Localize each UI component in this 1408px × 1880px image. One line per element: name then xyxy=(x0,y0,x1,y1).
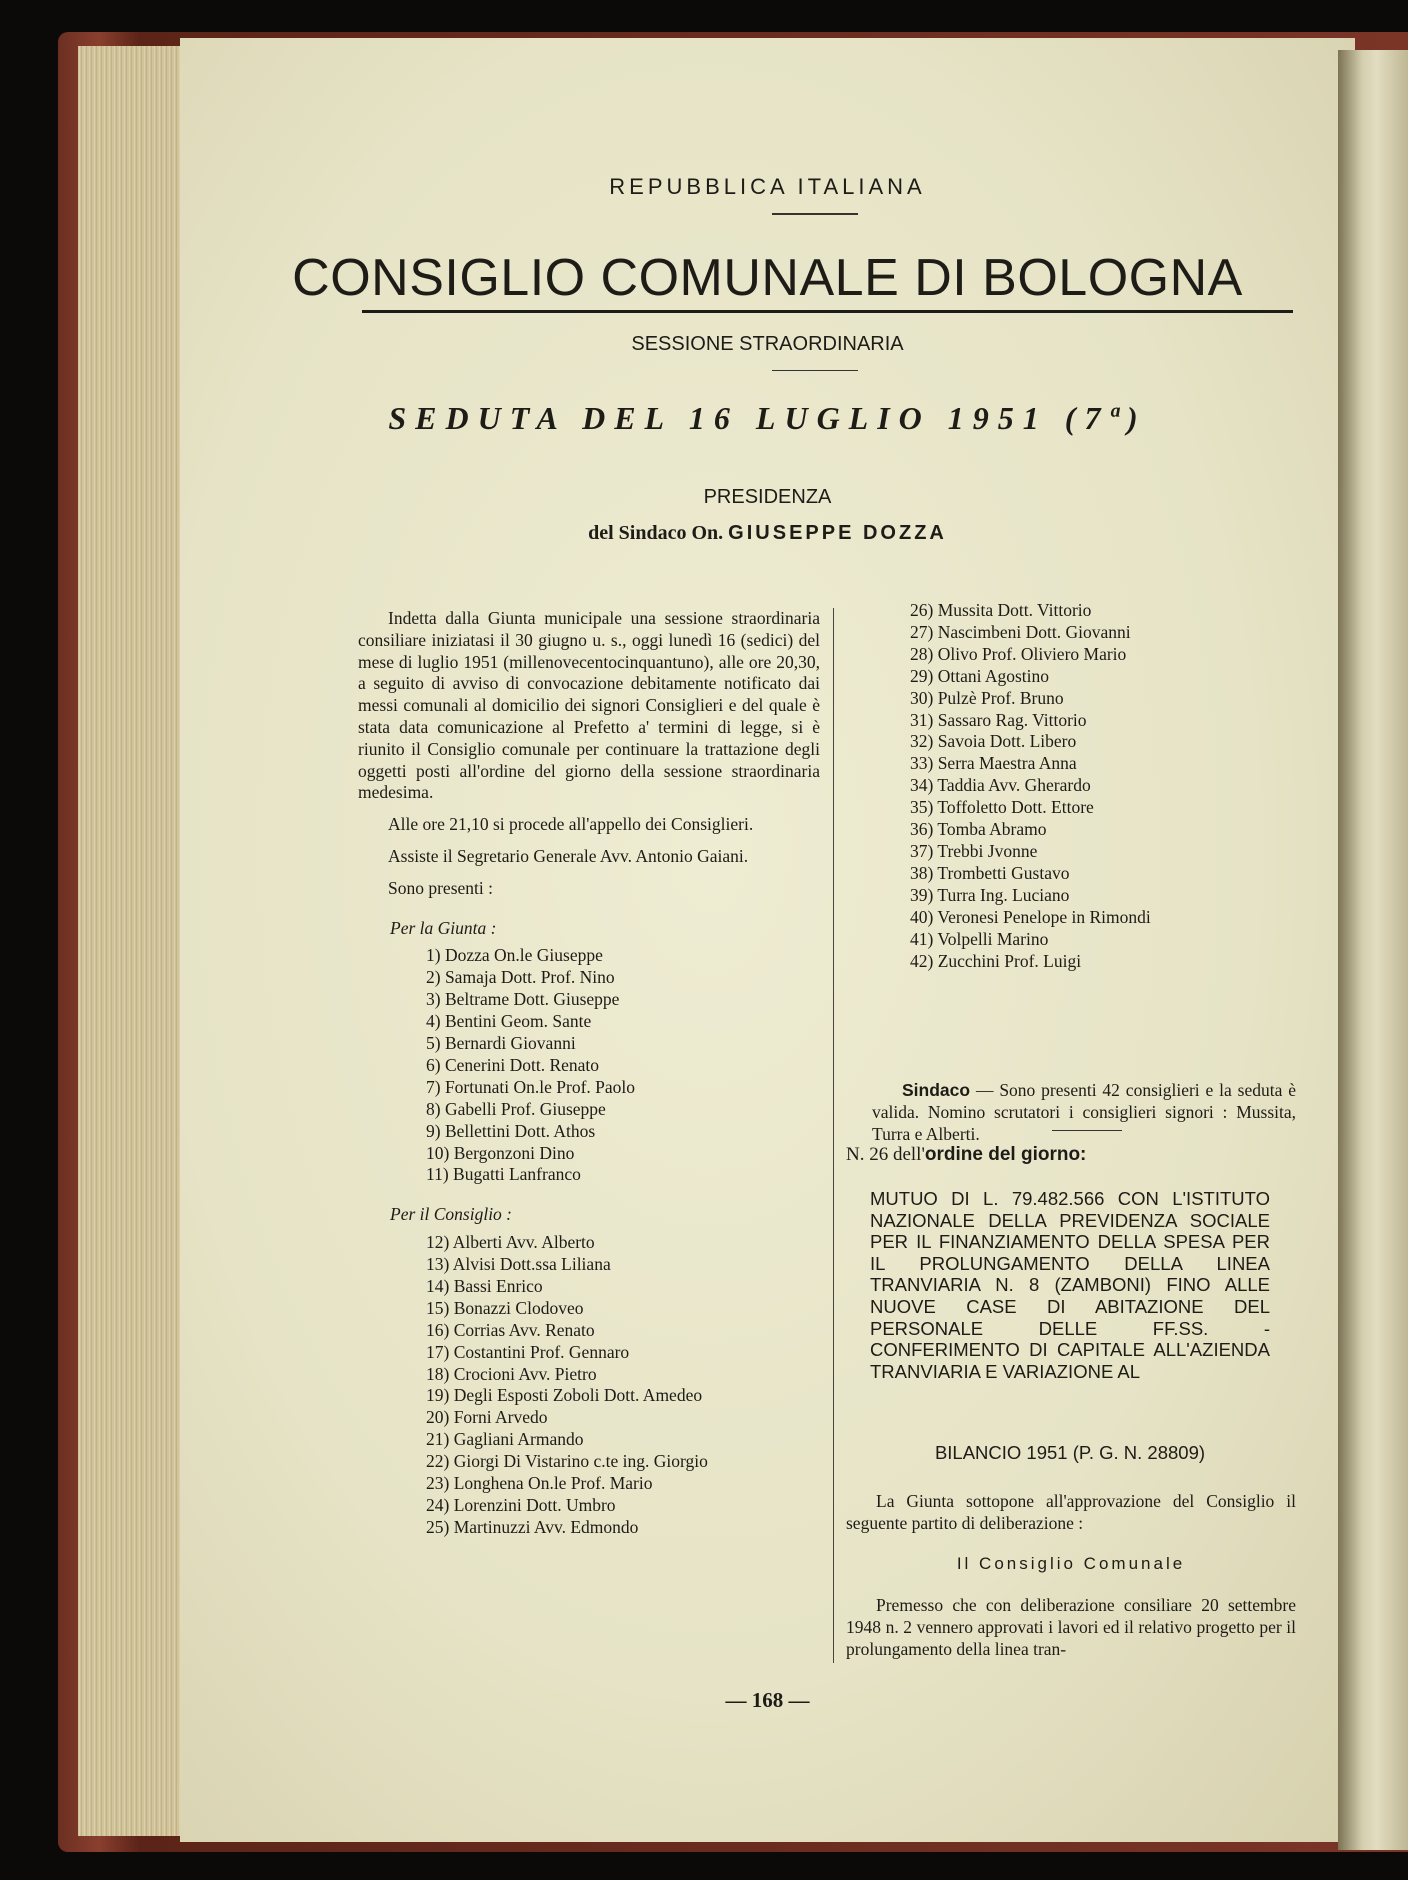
list-item: 23) Longhena On.le Prof. Mario xyxy=(426,1473,653,1494)
list-item: 4) Bentini Geom. Sante xyxy=(426,1011,592,1032)
list-item: 32) Savoia Dott. Libero xyxy=(910,731,1077,752)
document-page xyxy=(180,38,1355,1842)
page-edges xyxy=(78,46,190,1836)
list-item: 5) Bernardi Giovanni xyxy=(426,1032,576,1053)
list-item: 28) Olivo Prof. Oliviero Mario xyxy=(910,643,1127,664)
council-title: CONSIGLIO COMUNALE DI BOLOGNA xyxy=(292,249,1243,307)
list-item: 12) Alberti Avv. Alberto xyxy=(426,1232,595,1253)
list-item: 31) Sassaro Rag. Vittorio xyxy=(910,709,1087,730)
deliberation-heading: Il Consiglio Comunale xyxy=(956,1554,1186,1573)
list-item: 17) Costantini Prof. Gennaro xyxy=(426,1341,630,1362)
list-item: 19) Degli Esposti Zoboli Dott. Amedeo xyxy=(426,1385,703,1406)
list-item: 21) Gagliani Armando xyxy=(426,1429,584,1450)
list-item: 40) Veronesi Penelope in Rimondi xyxy=(910,906,1151,927)
list-item: 9) Bellettini Dott. Athos xyxy=(426,1120,596,1141)
list-item: 13) Alvisi Dott.ssa Liliana xyxy=(426,1254,611,1275)
agenda-item-heading xyxy=(846,1144,1086,1166)
left-column xyxy=(358,608,820,1539)
mayor-name: GIUSEPPE DOZZA xyxy=(728,522,947,544)
consiglio-members-list-continued xyxy=(910,600,1151,972)
list-item: 7) Fortunati On.le Prof. Paolo xyxy=(426,1076,636,1097)
list-item: 15) Bonazzi Clodoveo xyxy=(426,1297,584,1318)
giunta-proposal-paragraph: La Giunta sottopone all'approvazione del Consiglio il seguente partito di deliberazione : xyxy=(846,1491,1296,1533)
republic-heading: REPUBBLICA ITALIANA xyxy=(609,174,926,199)
list-item: 2) Samaja Dott. Prof. Nino xyxy=(426,967,615,988)
list-item: 20) Forni Arvedo xyxy=(426,1407,548,1428)
list-item: 14) Bassi Enrico xyxy=(426,1275,543,1296)
secretary-paragraph: Assiste il Segretario Generale Avv. Antonio Gaiani. xyxy=(388,845,749,866)
speaker-label: Sindaco xyxy=(902,1080,971,1100)
presiding-mayor xyxy=(180,522,1355,545)
list-item: 38) Trombetti Gustavo xyxy=(910,862,1070,883)
roll-call-paragraph: Alle ore 21,10 si procede all'appello dei Consiglieri. xyxy=(388,814,754,835)
list-item: 16) Corrias Avv. Renato xyxy=(426,1319,595,1340)
list-item: 42) Zucchini Prof. Luigi xyxy=(910,950,1082,971)
agenda-item-subject: MUTUO DI L. 79.482.566 CON L'ISTITUTO NAZIONALE DELLA PREVIDENZA SOCIALE PER IL FINANZIAMENTO DELLA SPESA PER IL PROLUNGAMENTO DELLA LINEA TRANVIARIA N. 8 (ZAMBONI) FINO ALLE NUOVE CASE DI ABITAZIONE DEL PERSONALE DELLE FF.SS. - CONFERIMENTO DI CAPITALE ALL'AZIENDA TRANVIARIA E VARIAZIONE AL xyxy=(870,1188,1270,1382)
list-item: 27) Nascimbeni Dott. Giovanni xyxy=(910,621,1131,642)
agenda-item-number: N. 26 dell' xyxy=(846,1144,925,1165)
present-paragraph: Sono presenti : xyxy=(388,877,493,898)
list-item: 34) Taddia Avv. Gherardo xyxy=(910,775,1091,796)
list-item: 10) Bergonzoni Dino xyxy=(426,1142,575,1163)
agenda-item-label: ordine del giorno: xyxy=(924,1144,1087,1165)
mayor-title: del Sindaco On. xyxy=(588,522,724,544)
decorative-rule xyxy=(1052,1130,1122,1131)
premesso-paragraph: Premesso che con deliberazione consiliare 20 settembre 1948 n. 2 vennero approvati i lavori ed il relativo progetto per il prolungamento della linea tran- xyxy=(846,1595,1296,1659)
list-item: 39) Turra Ing. Luciano xyxy=(910,884,1070,905)
list-item: 3) Beltrame Dott. Giuseppe xyxy=(426,989,620,1010)
list-item: 25) Martinuzzi Avv. Edmondo xyxy=(426,1516,639,1537)
decorative-rule xyxy=(772,213,858,215)
list-item: 22) Giorgi Di Vistarino c.te ing. Giorgio xyxy=(426,1451,708,1472)
page-number: — 168 — xyxy=(725,1688,810,1712)
presidency-heading: PRESIDENZA xyxy=(703,486,832,508)
list-item: 8) Gabelli Prof. Giuseppe xyxy=(426,1098,606,1119)
session-type: SESSIONE STRAORDINARIA xyxy=(631,333,904,355)
list-item: 30) Pulzè Prof. Bruno xyxy=(910,687,1064,708)
list-item: 36) Tomba Abramo xyxy=(910,819,1047,840)
list-item: 18) Crocioni Avv. Pietro xyxy=(426,1363,597,1384)
intro-paragraph: Indetta dalla Giunta municipale una sessione straordinaria consiliare iniziatasi il 30 giugno u. s., oggi lunedì 16 (sedici) del mese di luglio 1951 (millenovecentocinquantuno), alle ore 20,30, a seguito di avviso di convocazione debitamente notificato dai messi comunali al domicilio dei signori Consiglieri e del quale è stata data comunicazione al Prefetto a' termini di legge, si è riunito il Consiglio comunale per continuare la trattazione degli oggetti posti all'ordine del giorno della sessione straordinaria medesima. xyxy=(358,608,820,803)
list-item: 24) Lorenzini Dott. Umbro xyxy=(426,1495,616,1515)
list-item: 6) Cenerini Dott. Renato xyxy=(426,1054,600,1075)
list-item: 11) Bugatti Lanfranco xyxy=(426,1164,581,1185)
list-item: 33) Serra Maestra Anna xyxy=(910,753,1077,774)
list-item: 35) Toffoletto Dott. Ettore xyxy=(910,797,1094,818)
list-item: 41) Volpelli Marino xyxy=(910,928,1049,949)
decorative-rule xyxy=(772,370,858,371)
list-item: 37) Trebbi Jvonne xyxy=(910,840,1038,861)
giunta-members-list xyxy=(426,945,820,1186)
quorum-text: — Sono presenti 42 consiglieri e la seduta è valida. Nomino scrutatori i consiglieri signori : Mussita, Turra e Alberti. xyxy=(872,1080,1297,1144)
quorum-paragraph xyxy=(872,1079,1296,1145)
column-divider xyxy=(833,608,834,1663)
book-gutter xyxy=(1338,50,1408,1850)
title-underline xyxy=(362,310,1293,313)
list-item: 29) Ottani Agostino xyxy=(910,665,1050,686)
meeting-date-heading: SEDUTA DEL 16 LUGLIO 1951 (7ª) xyxy=(388,400,1147,436)
consiglio-members-list xyxy=(426,1232,820,1539)
list-item: 26) Mussita Dott. Vittorio xyxy=(910,600,1092,620)
agenda-item-subject-end: BILANCIO 1951 (P. G. N. 28809) xyxy=(934,1442,1206,1463)
giunta-label: Per la Giunta : xyxy=(390,917,497,938)
list-item: 1) Dozza On.le Giuseppe xyxy=(426,945,603,966)
consiglio-label: Per il Consiglio : xyxy=(390,1204,513,1225)
